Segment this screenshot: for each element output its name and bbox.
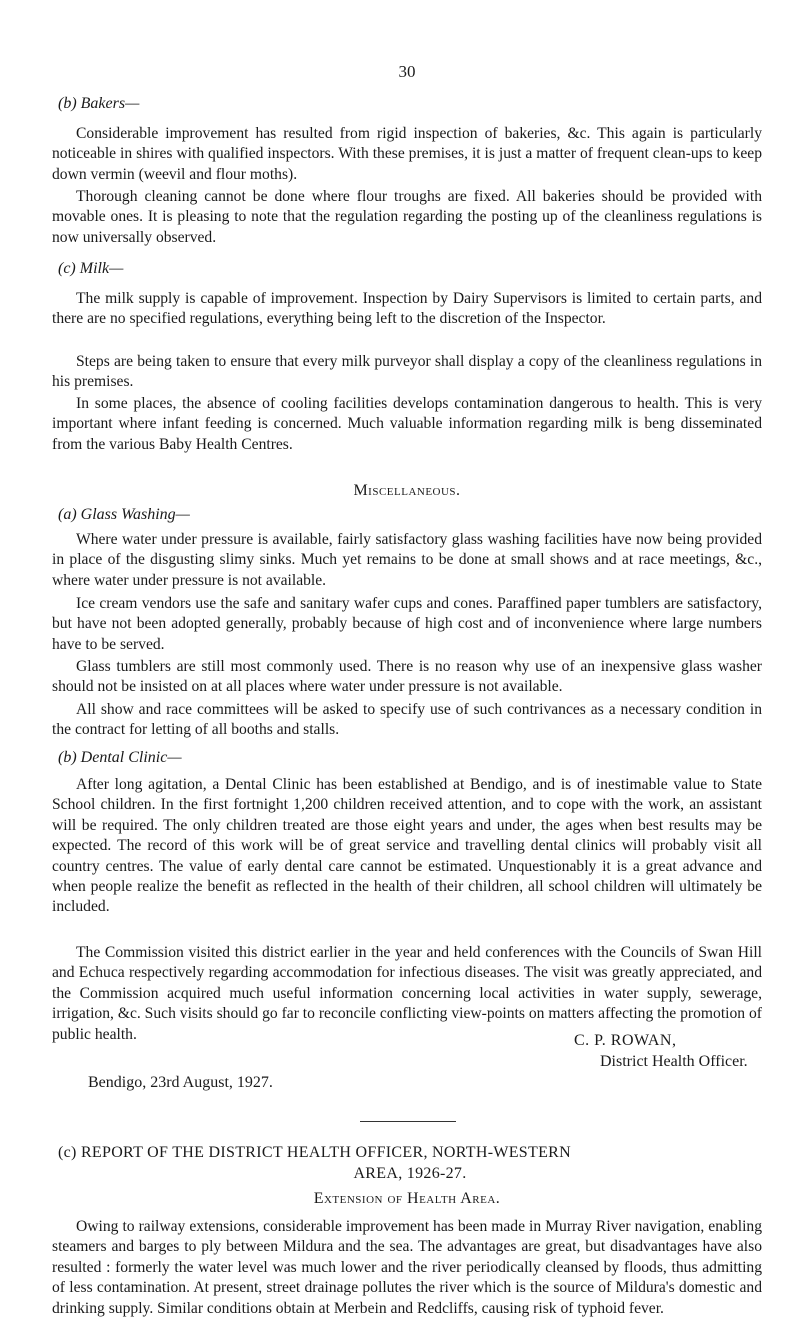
dental-paragraph-1: After long agitation, a Dental Clinic has been established at Bendigo, and is of inestimable value to State School children. In the first fortnight 1,200 children received attention, and to cope with the work, an assistant will be required. The only children treated are those eight years and under, the ages when best results may be expected. The record of this work will be of great service and travelling dental clinics will probably visit all country centres. The value of early dental care cannot be estimated. Unquestionably it is a great advance and when people realize the benefit as reflected in the health of their children, all school children will ultimately be included. [52,776,762,916]
signature-name: C. P. ROWAN, [574,1032,677,1049]
report-heading-line-2: AREA, 1926-27. [353,1165,467,1182]
bakers-heading: (b) Bakers— [58,95,140,112]
milk-paragraph-3: In some places, the absence of cooling facilities develops contamination dangerous to health. This is very important where infant feeding is concerned. Much valuable information regarding milk is beng disseminated from the various Baby Health Centres. [52,395,762,453]
milk-paragraph-2: Steps are being taken to ensure that every milk purveyor shall display a copy of the cleanliness regulations in his premises. [52,353,762,391]
dental-paragraph-2: The Commission visited this district earlier in the year and held conferences with the Councils of Swan Hill and Echuca respectively regarding accommodation for infectious diseases. The visit was greatly appreciated, and the Commission acquired much useful information concerning local activities in water supply, sewerage, irrigation, &c. Such visits should go far to reconcile conflicting view-points on matters affecting the promotion of public health. [52,944,762,1043]
bakers-paragraph-2: Thorough cleaning cannot be done where flour troughs are fixed. All bakeries should be provided with movable ones. It is pleasing to note that the regulation regarding the posting up of the cleanliness regulations is now universally observed. [52,188,762,246]
milk-paragraph-1: The milk supply is capable of improvement. Inspection by Dairy Supervisors is limited to certain parts, and there are no specified regulations, everything being left to the discretion of the Inspector. [52,290,762,328]
report-subheading: Extension of Health Area. [313,1190,501,1207]
report-heading-line-1: (c) REPORT OF THE DISTRICT HEALTH OFFICER, NORTH-WESTERN [58,1144,571,1161]
dental-clinic-heading: (b) Dental Clinic— [58,749,182,766]
glass-paragraph-2: Ice cream vendors use the safe and sanitary wafer cups and cones. Paraffined paper tumblers are satisfactory, but have not been adopted generally, probably because of high cost and of inconvenience where large numbers have to be served. [52,595,762,653]
glass-paragraph-1: Where water under pressure is available, fairly satisfactory glass washing facilities have now being provided in place of the disgusting slimy sinks. Much yet remains to be done at small shows and at race meetings, &c., where water under pressure is not available. [52,531,762,589]
section-divider [360,1121,456,1122]
signature-title: District Health Officer. [600,1053,748,1070]
glass-washing-heading: (a) Glass Washing— [58,506,190,523]
miscellaneous-title: Miscellaneous. [353,482,461,499]
milk-heading: (c) Milk— [58,260,124,277]
glass-paragraph-3: Glass tumblers are still most commonly used. There is no reason why use of an inexpensive glass washer should not be insisted on at all places where water under pressure is not available. [52,658,762,696]
bakers-paragraph-1: Considerable improvement has resulted from rigid inspection of bakeries, &c. This again is particularly noticeable in shires with qualified inspectors. With these premises, it is just a matter of frequent clean-ups to keep down vermin (weevil and flour moths). [52,125,762,183]
report-heading [58,1142,762,1184]
glass-paragraph-4: All show and race committees will be asked to specify use of such contrivances as a necessary condition in the contract for letting of all booths and stalls. [52,701,762,739]
report-paragraph: Owing to railway extensions, considerable improvement has been made in Murray River navigation, enabling steamers and barges to ply between Mildura and the sea. The advantages are great, but disadvantages have also resulted : formerly the water level was much lower and the river periodically cleansed by floods, thus admitting of less contamination. At present, street drainage pollutes the river which is the source of Mildura's domestic and drinking supply. Similar conditions obtain at Merbein and Redcliffs, causing risk of typhoid fever. [52,1218,762,1317]
page-number: 30 [398,62,416,81]
signature-place-date: Bendigo, 23rd August, 1927. [88,1074,273,1091]
